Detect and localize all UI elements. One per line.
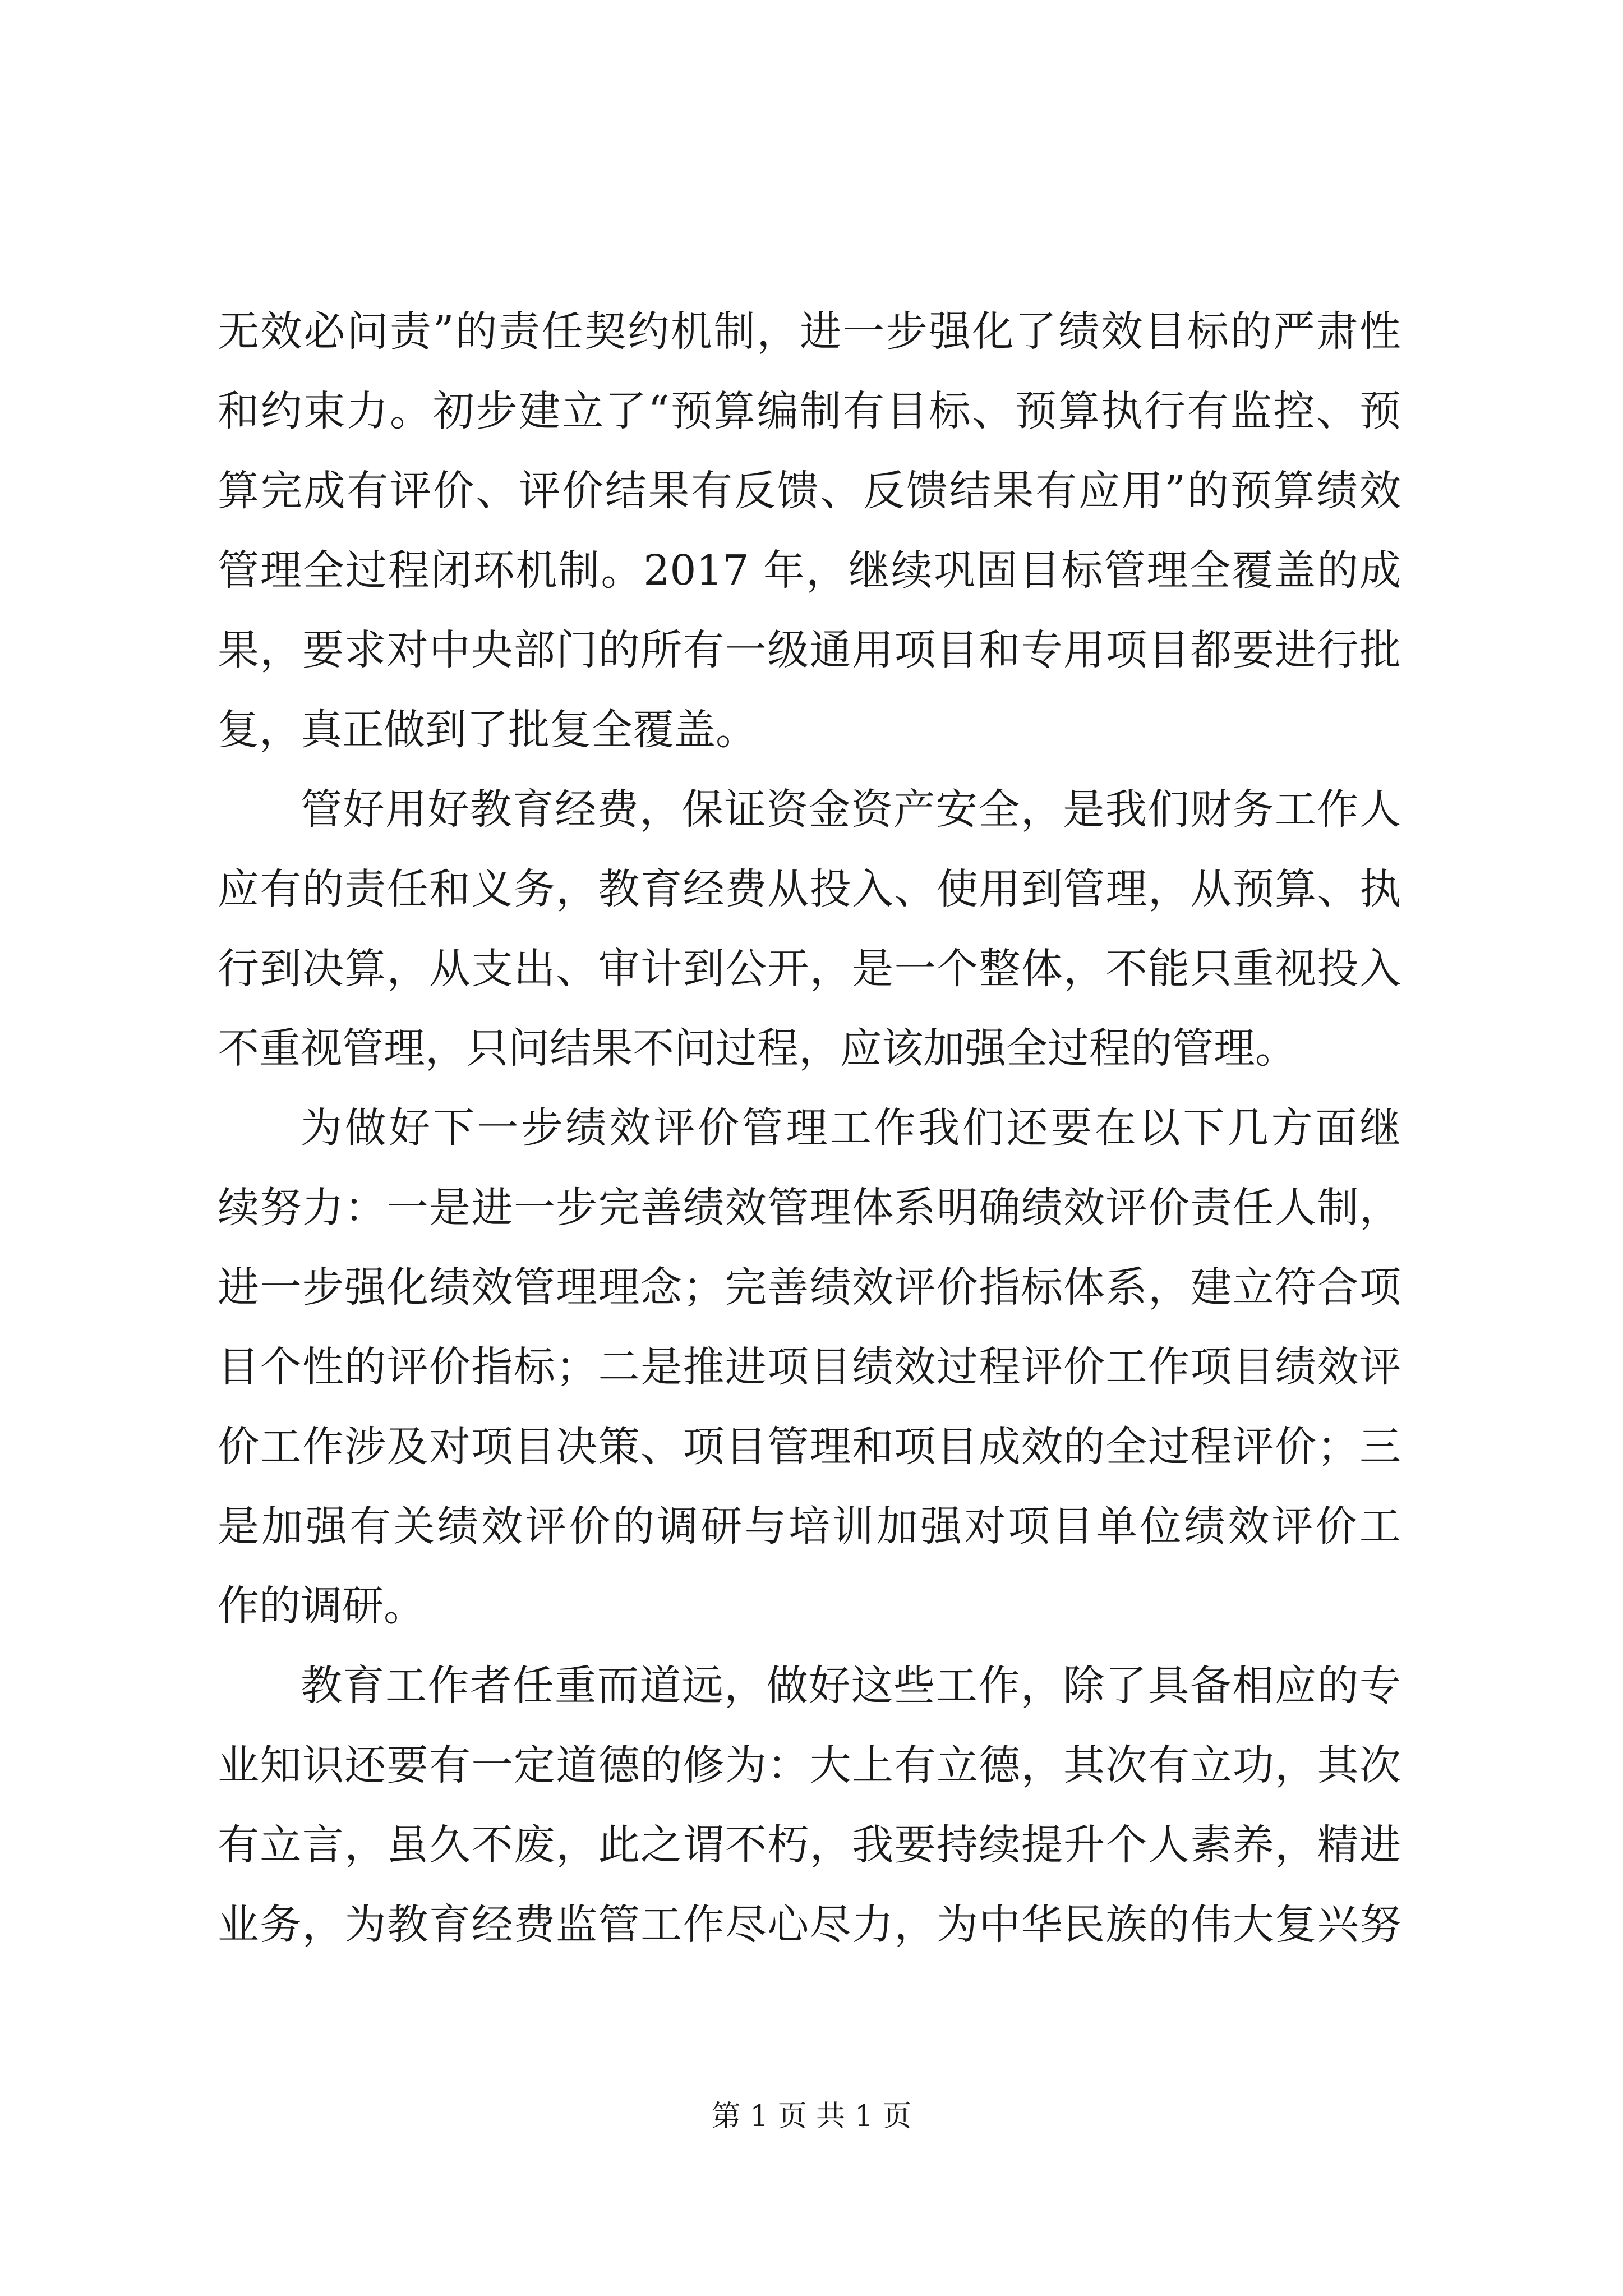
text-line: 和约束力。初步建立了“预算编制有目标、预算执行有监控、预 [218, 387, 1401, 435]
text-line: 目个性的评价指标；二是推进项目绩效过程评价工作项目绩效评 [218, 1343, 1401, 1391]
text-line: 复，真正做到了批复全覆盖。 [218, 706, 757, 754]
text-line: 应有的责任和义务，教育经费从投入、使用到管理，从预算、执 [218, 865, 1401, 913]
text-line: 无效必问责”的责任契约机制，进一步强化了绩效目标的严肃性 [218, 307, 1401, 356]
text-line: 不重视管理，只问结果不问过程，应该加强全过程的管理。 [218, 1024, 1297, 1073]
text-line: 果，要求对中央部门的所有一级通用项目和专用项目都要进行批 [218, 626, 1401, 674]
paragraph-first-line: 教育工作者任重而道远，做好这些工作，除了具备相应的专 [301, 1662, 1401, 1710]
text-line: 是加强有关绩效评价的调研与培训加强对项目单位绩效评价工 [218, 1502, 1401, 1550]
text-line: 续努力：一是进一步完善绩效管理体系明确绩效评价责任人制， [218, 1184, 1401, 1232]
text-line: 管理全过程闭环机制。2017 年，继续巩固目标管理全覆盖的成 [218, 546, 1401, 595]
text-line: 有立言，虽久不废，此之谓不朽，我要持续提升个人素养，精进 [218, 1821, 1401, 1869]
text-line: 行到决算，从支出、审计到公开，是一个整体，不能只重视投入 [218, 945, 1401, 993]
text-line: 作的调研。 [218, 1582, 425, 1630]
text-line: 价工作涉及对项目决策、项目管理和项目成效的全过程评价；三 [218, 1423, 1401, 1471]
text-line: 业知识还要有一定道德的修为：大上有立德，其次有立功，其次 [218, 1741, 1401, 1789]
text-line: 进一步强化绩效管理理念；完善绩效评价指标体系，建立符合项 [218, 1263, 1401, 1312]
paragraph-first-line: 管好用好教育经费，保证资金资产安全，是我们财务工作人 [301, 785, 1401, 834]
text-line: 业务，为教育经费监管工作尽心尽力，为中华民族的伟大复兴努 [218, 1901, 1401, 1949]
paragraph-first-line: 为做好下一步绩效评价管理工作我们还要在以下几方面继 [301, 1104, 1401, 1152]
document-body [218, 292, 1401, 1964]
text-line: 算完成有评价、评价结果有反馈、反馈结果有应用”的预算绩效 [218, 467, 1401, 515]
page-number-footer: 第 1 页 共 1 页 [711, 2100, 912, 2133]
